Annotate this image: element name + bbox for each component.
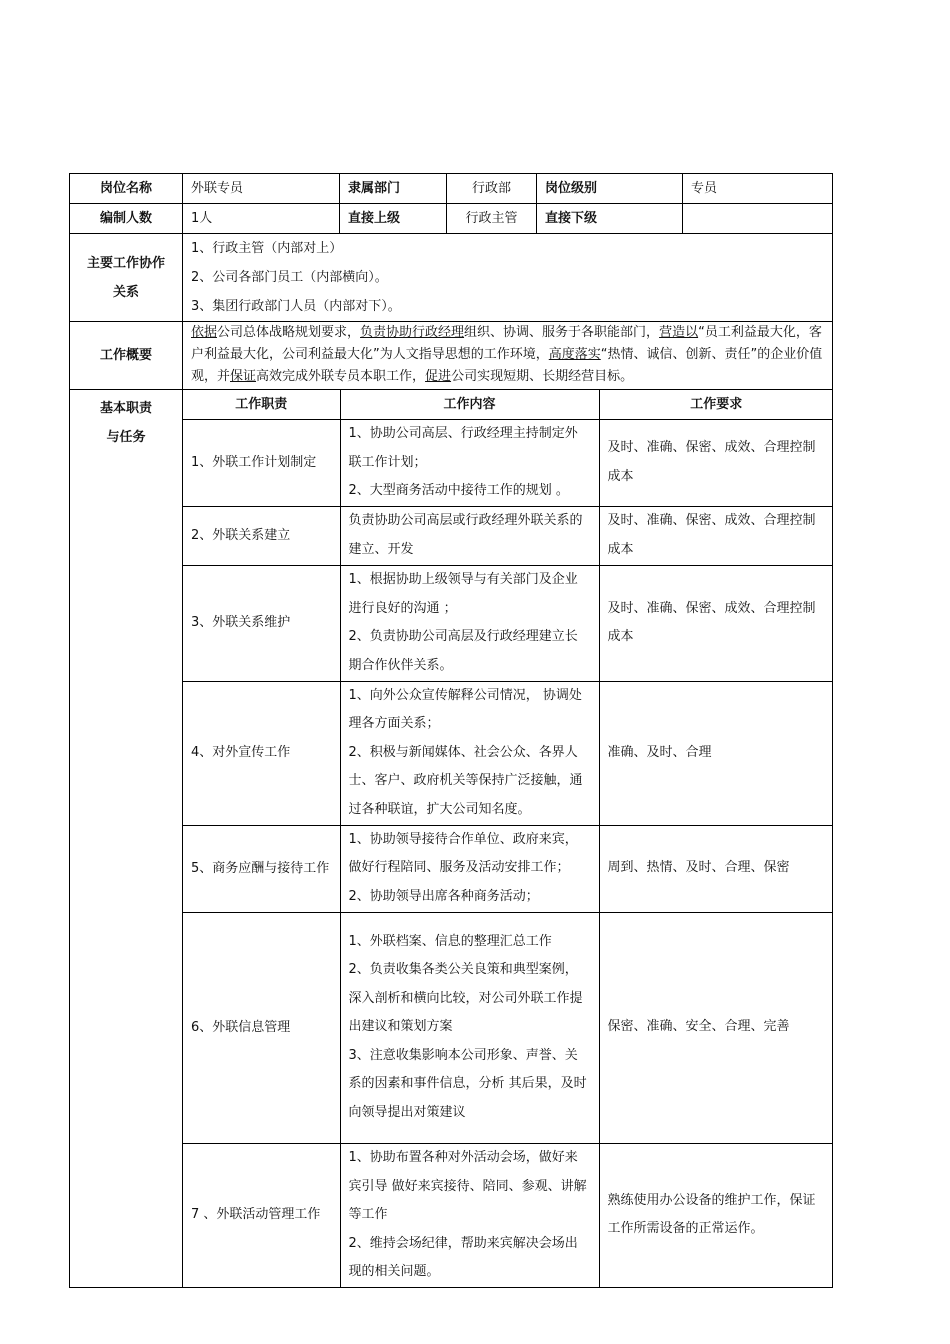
duty-content [340,681,599,825]
duty-title: 2、外联关系建立 [183,506,340,565]
duty-requirement: 及时、准确、保密、成效、合理控制成本 [599,565,833,681]
duty-content-item: 2、负责收集各类公关良策和典型案例，深入剖析和横向比较，对公司外联工作提出建议和策划方案 [348,962,583,1035]
duty-title: 1、外联工作计划制定 [183,420,340,507]
duty-title: 3、外联关系维护 [183,565,340,681]
duty-row [183,681,833,825]
job-description-table [69,173,833,1288]
direct-superior-value: 行政主管 [465,211,518,226]
duties-table [183,390,833,1287]
job-description-sheet [69,173,832,1288]
relations-item: 1、行政主管（内部对上） [191,241,343,256]
duties-header-row [183,390,833,420]
overview-text [183,322,833,390]
relations-row [70,234,833,322]
duty-content-item: 1、协助公司高层、行政经理主持制定外联工作计划； [348,426,578,470]
duty-row [183,565,833,681]
overview-segment: 组织、协调、服务于各职能部门， [464,325,660,340]
overview-segment: 高效完成外联专员本职工作， [256,369,426,384]
duties-label-line1: 基本职责 [99,401,152,416]
duty-content-item: 2、积极与新闻媒体、社会公众、各界人士、客户、政府机关等保持广泛接触，通过各种联谊，扩大公司知名度。 [348,744,583,817]
duty-content-item: 2、大型商务活动中接待工作的规划 。 [348,483,569,498]
department-label: 隶属部门 [340,174,447,203]
header-row-1 [70,174,833,204]
direct-subordinate-value [683,204,833,234]
duty-content-item: 2、协助领导出席各种商务活动； [348,888,539,904]
duty-title: 4、对外宣传工作 [183,681,340,825]
position-name-label: 岗位名称 [70,174,183,204]
duty-content-item: 1、协助布置各种对外活动会场，做好来宾引导 做好来宾接待、陪同、参观、讲解等工作 [348,1150,587,1222]
header-row-2 [70,204,833,234]
relations-list [183,234,833,322]
duty-requirement: 熟练使用办公设备的维护工作，保证工作所需设备的正常运作。 [599,1143,833,1287]
relations-item: 2、公司各部门员工（内部横向）。 [191,270,388,285]
duty-content-item: 负责协助公司高层或行政经理外联关系的建立、开发 [348,513,583,557]
direct-subordinate-label: 直接下级 [537,204,683,234]
duty-requirement: 及时、准确、保密、成效、合理控制成本 [599,506,833,565]
duty-row [183,1143,833,1287]
duty-content [340,825,599,912]
col-content-header: 工作内容 [340,390,599,420]
duty-content [340,1143,599,1287]
duties-label-line2: 与任务 [106,430,146,445]
duty-content [340,420,599,507]
level-value: 专员 [683,174,833,204]
overview-segment: 依据 [191,325,218,340]
overview-row [70,322,833,390]
duty-content-item: 2、维持会场纪律，帮助来宾解决会场出现的相关问题。 [348,1235,578,1279]
overview-label: 工作概要 [70,322,183,390]
headcount-label: 编制人数 [70,204,183,234]
duty-content-item: 1、外联档案、信息的整理汇总工作 [348,933,552,949]
overview-segment: 高度落实 [548,347,601,362]
department-value: 行政部 [472,181,512,196]
duty-requirement: 周到、热情、及时、合理、保密 [599,825,833,912]
overview-segment: 保证 [230,369,257,384]
duty-content-item: 1、向外公众宣传解释公司情况， 协调处理各方面关系； [348,687,582,732]
level-label: 岗位级别 [537,174,683,204]
duty-content [340,506,599,565]
overview-segment: 负责协助行政经理 [360,325,465,340]
duty-content-item: 1、根据协助上级领导与有关部门及企业进行良好的沟通 ； [348,572,578,616]
duty-row [183,506,833,565]
relations-label-line2: 关系 [112,284,139,300]
duty-requirement: 保密、准确、安全、合理、完善 [599,912,833,1143]
duty-title: 5、商务应酬与接待工作 [183,825,340,912]
duty-row [183,420,833,507]
overview-segment: 营造以 [659,325,699,340]
duty-content [340,565,599,681]
duty-requirement: 准确、及时、合理 [599,681,833,825]
overview-segment: “员工利益最大化，客户利益最大化，公司利益最大化”为人文指导思想的工作环境， [191,325,822,362]
duties-row [70,390,833,1288]
duty-requirement: 及时、准确、保密、成效、合理控制成本 [599,420,833,507]
duty-content-item: 3、注意收集影响本公司形象、声誉、关系的因素和事件信息，分析 其后果，及时向领导提出对策建议 [348,1047,587,1120]
duty-title: 6、外联信息管理 [183,912,340,1143]
duty-row [183,912,833,1143]
duty-row [183,825,833,912]
duty-title: 7 、外联活动管理工作 [183,1143,340,1287]
overview-segment: 促进 [425,369,452,384]
col-duty-header: 工作职责 [183,390,340,420]
col-requirement-header: 工作要求 [599,390,833,420]
overview-segment: “热情、诚信、创新、责任”的企业价值观，并 [191,347,823,384]
direct-superior-label: 直接上级 [340,204,447,233]
duty-content-item: 1、协助领导接待合作单位、政府来宾，做好行程陪同、服务及活动安排工作； [348,831,578,876]
relations-item: 3、集团行政部门人员（内部对下）。 [191,299,401,314]
overview-segment: 公司实现短期、长期经营目标。 [451,369,634,384]
position-name-value: 外联专员 [183,174,340,204]
duty-content-item: 2、负责协助公司高层及行政经理建立长期合作伙伴关系。 [348,629,578,673]
overview-segment: 公司总体战略规划要求， [217,325,361,340]
relations-label-line1: 主要工作协作 [86,255,165,271]
headcount-value: 1人 [183,204,340,234]
duty-content [340,912,599,1143]
